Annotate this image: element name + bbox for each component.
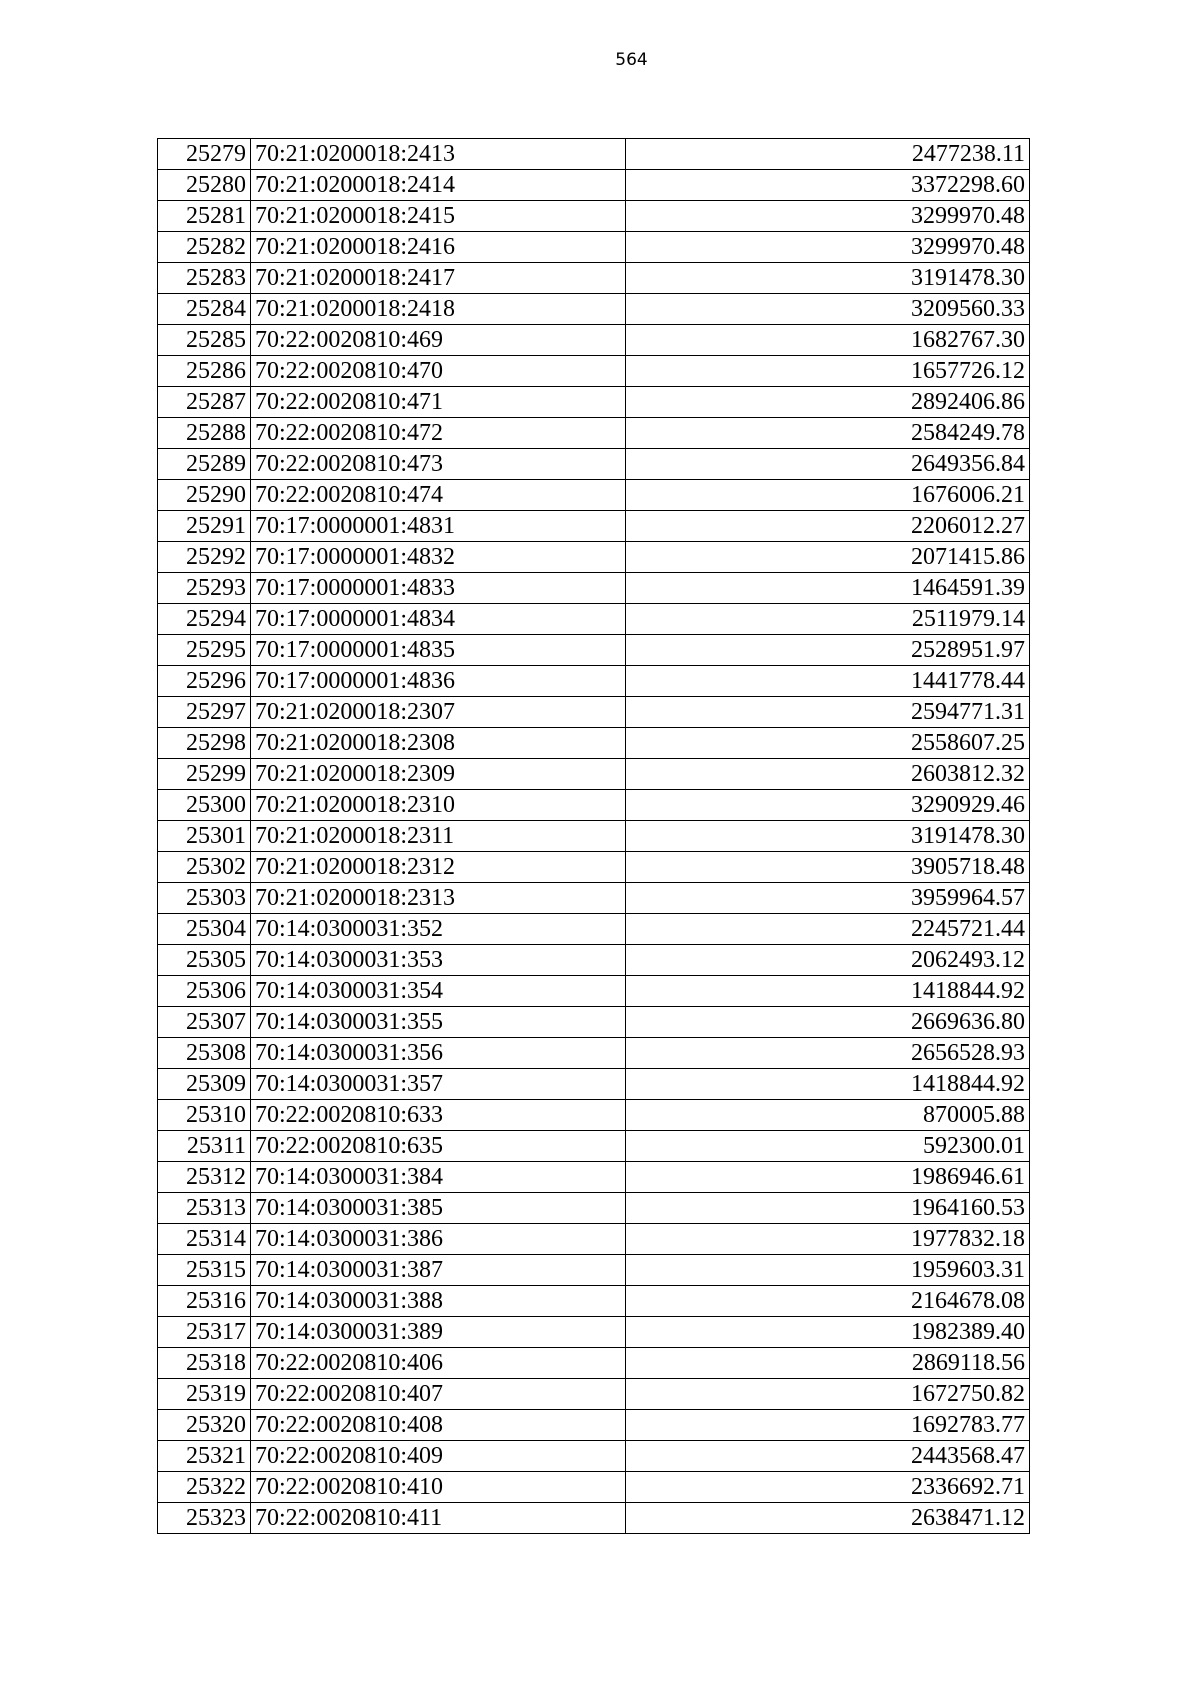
row-number-cell: 25322 <box>158 1472 251 1503</box>
table-row <box>158 821 1030 852</box>
row-number-cell: 25305 <box>158 945 251 976</box>
row-number-cell: 25294 <box>158 604 251 635</box>
cadastral-value-cell: 2443568.47 <box>626 1441 1030 1472</box>
row-number-cell: 25287 <box>158 387 251 418</box>
row-number-cell: 25318 <box>158 1348 251 1379</box>
row-number-cell: 25298 <box>158 728 251 759</box>
table-row <box>158 511 1030 542</box>
row-number-cell: 25308 <box>158 1038 251 1069</box>
table-row <box>158 1348 1030 1379</box>
row-number-cell: 25320 <box>158 1410 251 1441</box>
row-number-cell: 25297 <box>158 697 251 728</box>
row-number-cell: 25282 <box>158 232 251 263</box>
row-number-cell: 25315 <box>158 1255 251 1286</box>
cadastral-value-cell: 2477238.11 <box>626 139 1030 170</box>
cadastral-number-cell: 70:21:0200018:2310 <box>251 790 626 821</box>
row-number-cell: 25301 <box>158 821 251 852</box>
cadastral-value-cell: 870005.88 <box>626 1100 1030 1131</box>
cadastral-value-cell: 2603812.32 <box>626 759 1030 790</box>
cadastral-value-cell: 1672750.82 <box>626 1379 1030 1410</box>
table-row <box>158 449 1030 480</box>
cadastral-value-cell: 2638471.12 <box>626 1503 1030 1534</box>
cadastral-value-cell: 1982389.40 <box>626 1317 1030 1348</box>
row-number-cell: 25284 <box>158 294 251 325</box>
cadastral-number-cell: 70:14:0300031:385 <box>251 1193 626 1224</box>
table-row <box>158 1193 1030 1224</box>
row-number-cell: 25279 <box>158 139 251 170</box>
row-number-cell: 25314 <box>158 1224 251 1255</box>
cadastral-value-cell: 1959603.31 <box>626 1255 1030 1286</box>
cadastral-number-cell: 70:17:0000001:4836 <box>251 666 626 697</box>
row-number-cell: 25300 <box>158 790 251 821</box>
cadastral-value-cell: 1682767.30 <box>626 325 1030 356</box>
table-row <box>158 635 1030 666</box>
cadastral-value-cell: 3372298.60 <box>626 170 1030 201</box>
cadastral-number-cell: 70:17:0000001:4835 <box>251 635 626 666</box>
cadastral-number-cell: 70:21:0200018:2416 <box>251 232 626 263</box>
table-row <box>158 1069 1030 1100</box>
row-number-cell: 25312 <box>158 1162 251 1193</box>
table-row <box>158 201 1030 232</box>
row-number-cell: 25304 <box>158 914 251 945</box>
cadastral-value-cell: 3905718.48 <box>626 852 1030 883</box>
row-number-cell: 25316 <box>158 1286 251 1317</box>
cadastral-value-cell: 2649356.84 <box>626 449 1030 480</box>
cadastral-number-cell: 70:22:0020810:469 <box>251 325 626 356</box>
row-number-cell: 25291 <box>158 511 251 542</box>
table-row <box>158 759 1030 790</box>
cadastral-number-cell: 70:14:0300031:387 <box>251 1255 626 1286</box>
table-row <box>158 1410 1030 1441</box>
cadastral-value-cell: 2558607.25 <box>626 728 1030 759</box>
row-number-cell: 25281 <box>158 201 251 232</box>
table-row <box>158 356 1030 387</box>
cadastral-value-cell: 1441778.44 <box>626 666 1030 697</box>
cadastral-number-cell: 70:22:0020810:471 <box>251 387 626 418</box>
cadastral-number-cell: 70:22:0020810:411 <box>251 1503 626 1534</box>
table-row <box>158 852 1030 883</box>
cadastral-number-cell: 70:14:0300031:356 <box>251 1038 626 1069</box>
cadastral-number-cell: 70:22:0020810:474 <box>251 480 626 511</box>
table-row <box>158 976 1030 1007</box>
cadastral-number-cell: 70:21:0200018:2311 <box>251 821 626 852</box>
table-row <box>158 914 1030 945</box>
row-number-cell: 25321 <box>158 1441 251 1472</box>
table-row <box>158 170 1030 201</box>
cadastral-value-cell: 2669636.80 <box>626 1007 1030 1038</box>
row-number-cell: 25289 <box>158 449 251 480</box>
table-body <box>158 139 1030 1534</box>
table-row <box>158 790 1030 821</box>
row-number-cell: 25299 <box>158 759 251 790</box>
cadastral-value-cell: 3959964.57 <box>626 883 1030 914</box>
row-number-cell: 25285 <box>158 325 251 356</box>
cadastral-value-cell: 2071415.86 <box>626 542 1030 573</box>
row-number-cell: 25306 <box>158 976 251 1007</box>
cadastral-value-cell: 2206012.27 <box>626 511 1030 542</box>
row-number-cell: 25296 <box>158 666 251 697</box>
row-number-cell: 25290 <box>158 480 251 511</box>
table-row <box>158 697 1030 728</box>
row-number-cell: 25295 <box>158 635 251 666</box>
table-row <box>158 666 1030 697</box>
cadastral-value-cell: 2245721.44 <box>626 914 1030 945</box>
cadastral-number-cell: 70:17:0000001:4831 <box>251 511 626 542</box>
cadastral-number-cell: 70:14:0300031:354 <box>251 976 626 1007</box>
cadastral-number-cell: 70:17:0000001:4832 <box>251 542 626 573</box>
cadastral-value-cell: 2062493.12 <box>626 945 1030 976</box>
cadastral-value-cell: 3290929.46 <box>626 790 1030 821</box>
table-row <box>158 728 1030 759</box>
cadastral-number-cell: 70:21:0200018:2413 <box>251 139 626 170</box>
cadastral-number-cell: 70:14:0300031:357 <box>251 1069 626 1100</box>
cadastral-value-cell: 1418844.92 <box>626 976 1030 1007</box>
table-row <box>158 418 1030 449</box>
row-number-cell: 25307 <box>158 1007 251 1038</box>
cadastral-value-cell: 2584249.78 <box>626 418 1030 449</box>
cadastral-number-cell: 70:21:0200018:2415 <box>251 201 626 232</box>
cadastral-number-cell: 70:21:0200018:2418 <box>251 294 626 325</box>
table-row <box>158 480 1030 511</box>
row-number-cell: 25317 <box>158 1317 251 1348</box>
row-number-cell: 25303 <box>158 883 251 914</box>
cadastral-value-cell: 3191478.30 <box>626 263 1030 294</box>
cadastral-number-cell: 70:14:0300031:389 <box>251 1317 626 1348</box>
cadastral-value-cell: 2892406.86 <box>626 387 1030 418</box>
table-row <box>158 1162 1030 1193</box>
table-row <box>158 883 1030 914</box>
cadastral-value-table <box>157 138 1030 1534</box>
table-row <box>158 604 1030 635</box>
row-number-cell: 25288 <box>158 418 251 449</box>
cadastral-number-cell: 70:22:0020810:472 <box>251 418 626 449</box>
row-number-cell: 25293 <box>158 573 251 604</box>
table-row <box>158 232 1030 263</box>
table-row <box>158 542 1030 573</box>
cadastral-number-cell: 70:21:0200018:2312 <box>251 852 626 883</box>
cadastral-number-cell: 70:14:0300031:352 <box>251 914 626 945</box>
cadastral-value-cell: 2656528.93 <box>626 1038 1030 1069</box>
table-row <box>158 573 1030 604</box>
cadastral-number-cell: 70:21:0200018:2309 <box>251 759 626 790</box>
cadastral-number-cell: 70:22:0020810:409 <box>251 1441 626 1472</box>
cadastral-number-cell: 70:21:0200018:2414 <box>251 170 626 201</box>
cadastral-value-cell: 1464591.39 <box>626 573 1030 604</box>
table-row <box>158 1317 1030 1348</box>
cadastral-number-cell: 70:22:0020810:407 <box>251 1379 626 1410</box>
cadastral-value-cell: 3209560.33 <box>626 294 1030 325</box>
row-number-cell: 25319 <box>158 1379 251 1410</box>
row-number-cell: 25323 <box>158 1503 251 1534</box>
cadastral-number-cell: 70:14:0300031:384 <box>251 1162 626 1193</box>
cadastral-value-cell: 1676006.21 <box>626 480 1030 511</box>
cadastral-value-cell: 2336692.71 <box>626 1472 1030 1503</box>
cadastral-value-cell: 3191478.30 <box>626 821 1030 852</box>
row-number-cell: 25292 <box>158 542 251 573</box>
cadastral-value-cell: 1964160.53 <box>626 1193 1030 1224</box>
cadastral-number-cell: 70:14:0300031:355 <box>251 1007 626 1038</box>
cadastral-value-cell: 1692783.77 <box>626 1410 1030 1441</box>
row-number-cell: 25310 <box>158 1100 251 1131</box>
cadastral-value-cell: 2528951.97 <box>626 635 1030 666</box>
cadastral-value-cell: 2164678.08 <box>626 1286 1030 1317</box>
cadastral-number-cell: 70:21:0200018:2307 <box>251 697 626 728</box>
cadastral-number-cell: 70:22:0020810:473 <box>251 449 626 480</box>
table-row <box>158 1255 1030 1286</box>
cadastral-number-cell: 70:21:0200018:2308 <box>251 728 626 759</box>
row-number-cell: 25280 <box>158 170 251 201</box>
table-row <box>158 294 1030 325</box>
cadastral-value-cell: 1418844.92 <box>626 1069 1030 1100</box>
row-number-cell: 25283 <box>158 263 251 294</box>
cadastral-number-cell: 70:22:0020810:408 <box>251 1410 626 1441</box>
table-row <box>158 1224 1030 1255</box>
cadastral-value-cell: 1657726.12 <box>626 356 1030 387</box>
table-row <box>158 1379 1030 1410</box>
table-row <box>158 1131 1030 1162</box>
cadastral-number-cell: 70:22:0020810:410 <box>251 1472 626 1503</box>
cadastral-number-cell: 70:14:0300031:353 <box>251 945 626 976</box>
table-row <box>158 945 1030 976</box>
cadastral-number-cell: 70:22:0020810:633 <box>251 1100 626 1131</box>
table-row <box>158 1038 1030 1069</box>
cadastral-value-cell: 3299970.48 <box>626 201 1030 232</box>
cadastral-value-cell: 3299970.48 <box>626 232 1030 263</box>
cadastral-number-cell: 70:14:0300031:386 <box>251 1224 626 1255</box>
cadastral-number-cell: 70:14:0300031:388 <box>251 1286 626 1317</box>
table-row <box>158 263 1030 294</box>
cadastral-number-cell: 70:21:0200018:2417 <box>251 263 626 294</box>
table-row <box>158 325 1030 356</box>
table-row <box>158 139 1030 170</box>
cadastral-value-cell: 2511979.14 <box>626 604 1030 635</box>
cadastral-value-cell: 2869118.56 <box>626 1348 1030 1379</box>
table-row <box>158 1441 1030 1472</box>
table-row <box>158 1007 1030 1038</box>
cadastral-number-cell: 70:22:0020810:470 <box>251 356 626 387</box>
cadastral-number-cell: 70:21:0200018:2313 <box>251 883 626 914</box>
cadastral-number-cell: 70:22:0020810:635 <box>251 1131 626 1162</box>
row-number-cell: 25286 <box>158 356 251 387</box>
row-number-cell: 25311 <box>158 1131 251 1162</box>
table-row <box>158 1472 1030 1503</box>
table-row <box>158 1503 1030 1534</box>
cadastral-value-cell: 1986946.61 <box>626 1162 1030 1193</box>
row-number-cell: 25309 <box>158 1069 251 1100</box>
cadastral-number-cell: 70:17:0000001:4834 <box>251 604 626 635</box>
table-row <box>158 1286 1030 1317</box>
page-number: 564 <box>615 50 648 70</box>
row-number-cell: 25313 <box>158 1193 251 1224</box>
table-row <box>158 1100 1030 1131</box>
cadastral-value-cell: 2594771.31 <box>626 697 1030 728</box>
cadastral-value-cell: 1977832.18 <box>626 1224 1030 1255</box>
cadastral-number-cell: 70:17:0000001:4833 <box>251 573 626 604</box>
table-row <box>158 387 1030 418</box>
cadastral-value-cell: 592300.01 <box>626 1131 1030 1162</box>
row-number-cell: 25302 <box>158 852 251 883</box>
cadastral-number-cell: 70:22:0020810:406 <box>251 1348 626 1379</box>
